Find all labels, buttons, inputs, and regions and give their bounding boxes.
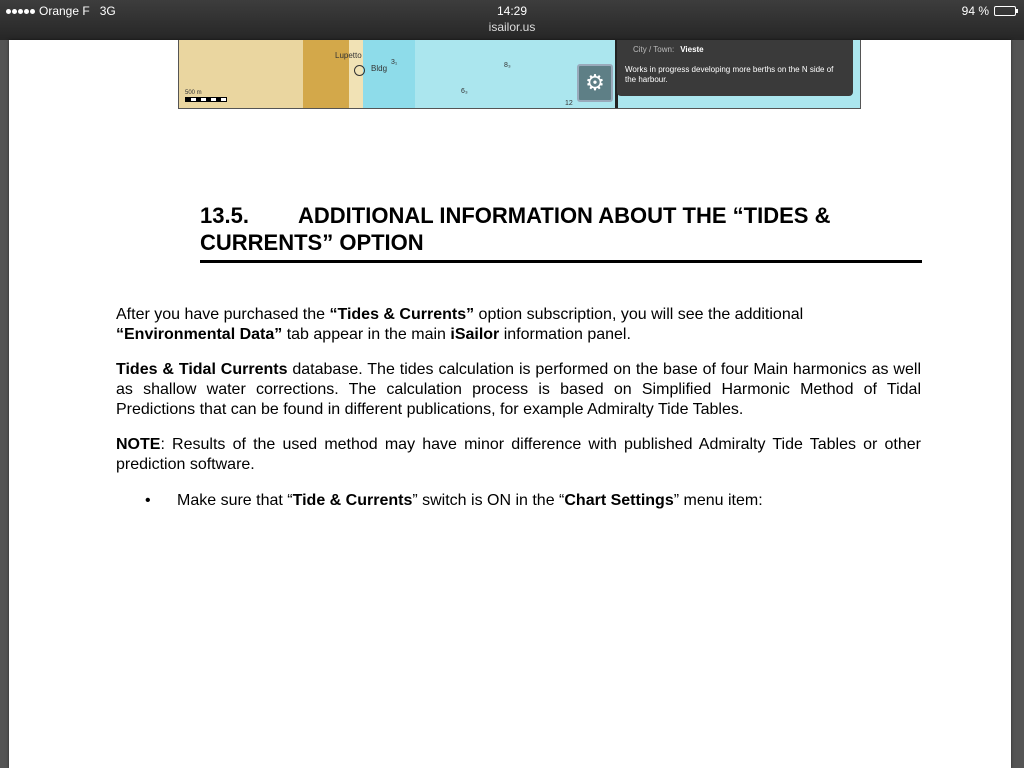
map-depth-label: 12 (565, 100, 573, 107)
status-bar (0, 0, 1024, 40)
address-url[interactable]: isailor.us (488, 20, 536, 34)
paragraph-note (116, 435, 921, 475)
section-heading (200, 202, 922, 263)
carrier-name: Orange F (39, 4, 90, 18)
bold-run: NOTE (116, 436, 161, 453)
map-shallow-water (363, 40, 415, 108)
text-run: information panel. (499, 326, 631, 343)
network-type: 3G (99, 4, 116, 18)
map-scale-graphic (185, 97, 227, 102)
bold-run: “Tides & Currents” (329, 306, 475, 323)
info-city-value: Vieste (680, 45, 704, 54)
bold-run: iSailor (450, 326, 500, 343)
info-city-label: City / Town: (633, 45, 675, 54)
info-note: Works in progress developing more berths on the N side of the harbour. (625, 65, 834, 84)
text-run: After you have purchased the (116, 306, 330, 323)
gears-icon: ⚙ (577, 64, 613, 102)
text-run: Make sure that “ (177, 492, 293, 509)
chart-map-image (178, 40, 861, 109)
text-run: : Results of the used method may have minor difference with published Admiralty Tide Tables or other prediction software. (116, 436, 921, 473)
text-run: database. The tides calculation is performed on the base of four Main harmonics as well as shallow water corrections. The calculation process is based on Simplified Harmonic Method of Tidal Predictions that can be found in different publications, for example Admiralty Tide Tables. (116, 361, 921, 418)
text-run: ” switch is ON in the “ (412, 492, 565, 509)
bullet-item (145, 491, 763, 511)
paragraph-tides-database (116, 360, 921, 420)
paragraph-purchase (116, 305, 921, 345)
section-number: 13.5. (200, 203, 249, 228)
map-depth-label: 3₁ (391, 59, 398, 66)
text-run: ” menu item: (673, 492, 763, 509)
bold-run: Tides & Tidal Currents (116, 361, 288, 378)
battery-status (962, 4, 1016, 18)
map-place-label: Lupetto (335, 51, 362, 60)
map-depth-label: 8₃ (504, 62, 511, 69)
bold-run: “Environmental Data” (116, 326, 283, 343)
text-run: option subscription, you will see the additional (474, 306, 804, 323)
bold-run: Chart Settings (564, 492, 674, 509)
map-scale-bar (185, 90, 227, 102)
battery-icon (994, 6, 1016, 16)
map-depth-label: 6₃ (461, 88, 468, 95)
clock: 14:29 (496, 4, 528, 18)
document-page[interactable] (9, 40, 1011, 768)
map-info-panel (617, 40, 853, 96)
info-city-row (633, 45, 704, 54)
text-run: tab appear in the main (282, 326, 451, 343)
bullet-icon: • (145, 492, 151, 509)
map-marker-icon (354, 65, 365, 76)
bold-run: Tide & Currents (292, 492, 413, 509)
section-title: ADDITIONAL INFORMATION ABOUT THE “TIDES & CURRENTS” OPTION (200, 203, 831, 255)
battery-percent: 94 % (961, 4, 989, 18)
map-scale-label: 500 m (185, 90, 202, 96)
map-place-label: Bldg (371, 64, 388, 73)
